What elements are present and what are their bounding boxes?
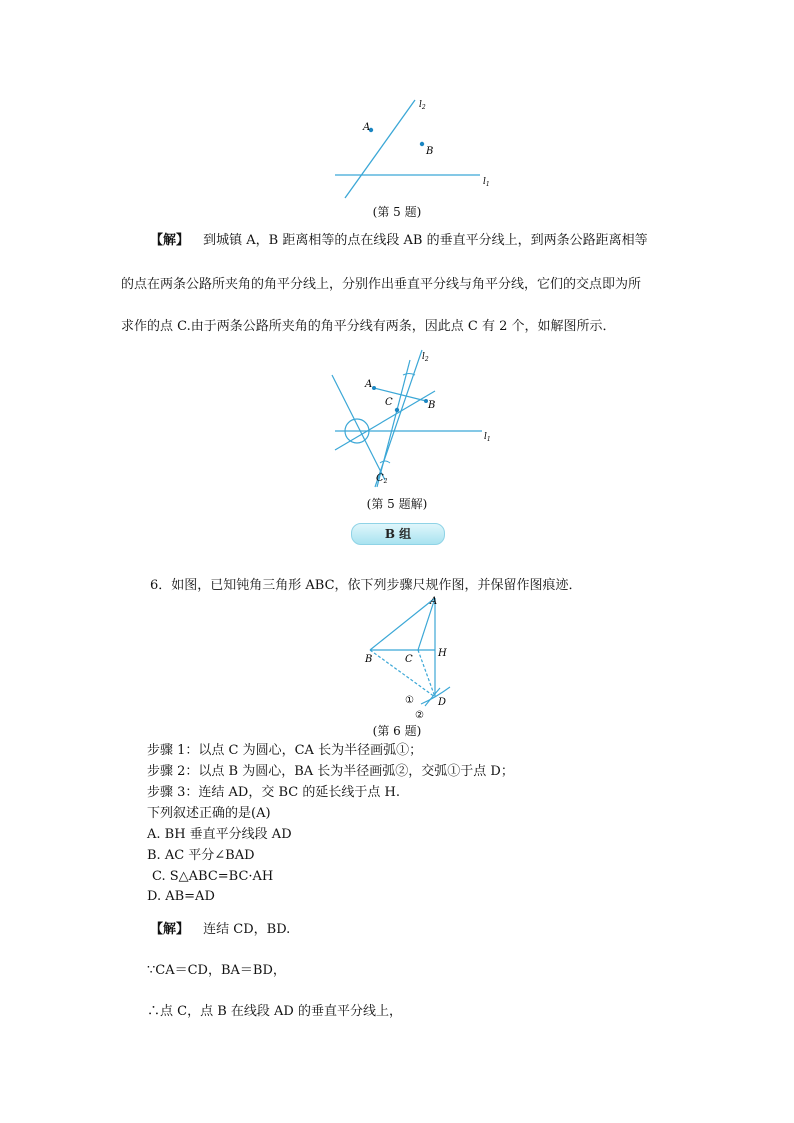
perp-bisector — [377, 360, 410, 487]
option-d: D. AB=AD — [147, 889, 215, 904]
label-b: B — [426, 146, 434, 157]
label-c2: $C_2$ — [376, 473, 388, 485]
label-d: D — [438, 697, 447, 708]
bisector-1 — [332, 375, 385, 480]
line-l2 — [345, 100, 415, 198]
figure-caption-q5: (第 5 题) — [372, 205, 422, 219]
figure-caption-q6: (第 6 题) — [372, 724, 422, 738]
label-a: A — [365, 379, 373, 390]
label-arc2: ② — [415, 710, 424, 721]
segment-bd-dashed — [370, 650, 435, 697]
label-a: A — [363, 122, 371, 133]
label-c: C — [405, 654, 413, 665]
question-6-stem: 6．如图，已知钝角三角形 ABC，依下列步骤尺规作图，并保留作图痕迹． — [150, 578, 582, 593]
label-l2: $l_2$ — [422, 352, 429, 363]
step-3: 步骤 3：连结 AD，交 BC 的延长线于点 H. — [147, 785, 400, 800]
section-badge: B 组 — [351, 523, 445, 545]
option-b: B. AC 平分∠BAD — [147, 848, 255, 863]
point-b — [420, 142, 424, 146]
label-a: A — [430, 596, 438, 607]
label-l1: $l_1$ — [483, 177, 490, 188]
label-c: C — [385, 397, 393, 408]
solution-q6-line1 — [150, 920, 290, 940]
solution-text: 连结 CD，BD. — [203, 922, 291, 937]
option-a: A. BH 垂直平分线段 AD — [147, 827, 292, 842]
point-a — [372, 386, 376, 390]
question-ask: 下列叙述正确的是(A) — [147, 806, 271, 821]
arc-mark — [380, 461, 390, 463]
figure-q5-solution — [330, 345, 500, 495]
figure-caption-q5-solution: (第 5 题解) — [366, 497, 428, 511]
label-l1: $l_1$ — [484, 432, 491, 443]
solution-q5-line3: 求作的点 C.由于两条公路所夹角的角平分线有两条，因此点 C 有 2 个，如解图所示． — [121, 319, 616, 334]
solution-q5-line2: 的点在两条公路所夹角的角平分线上，分别作出垂直平分线与角平分线，它们的交点即为所 — [121, 277, 642, 292]
solution-tag: 【解】 — [150, 233, 190, 248]
solution-q5-line1 — [150, 231, 648, 251]
step-1: 步骤 1：以点 C 为圆心，CA 长为半径画弧①； — [147, 743, 423, 758]
figure-q6 — [355, 592, 465, 722]
label-b: B — [428, 400, 436, 411]
label-l2: $l_2$ — [419, 100, 426, 111]
segment-cd-dashed — [418, 650, 435, 697]
label-h: H — [438, 648, 447, 659]
figure-q5 — [325, 95, 500, 200]
label-b: B — [365, 654, 373, 665]
solution-text: 到城镇 A，B 距离相等的点在线段 AB 的垂直平分线上，到两条公路距离相等 — [203, 233, 648, 248]
solution-tag: 【解】 — [150, 922, 190, 937]
solution-q6-line3: ∴点 C，点 B 在线段 AD 的垂直平分线上， — [147, 1004, 402, 1019]
point-c — [395, 408, 399, 412]
label-arc1: ① — [405, 695, 414, 706]
option-c: C. S△ABC=BC·AH — [152, 869, 274, 884]
step-2: 步骤 2：以点 B 为圆心，BA 长为半径画弧②，交弧①于点 D； — [147, 764, 514, 779]
solution-q6-line2: ∵CA＝CD，BA＝BD， — [147, 963, 286, 978]
segment-ab — [370, 596, 438, 650]
